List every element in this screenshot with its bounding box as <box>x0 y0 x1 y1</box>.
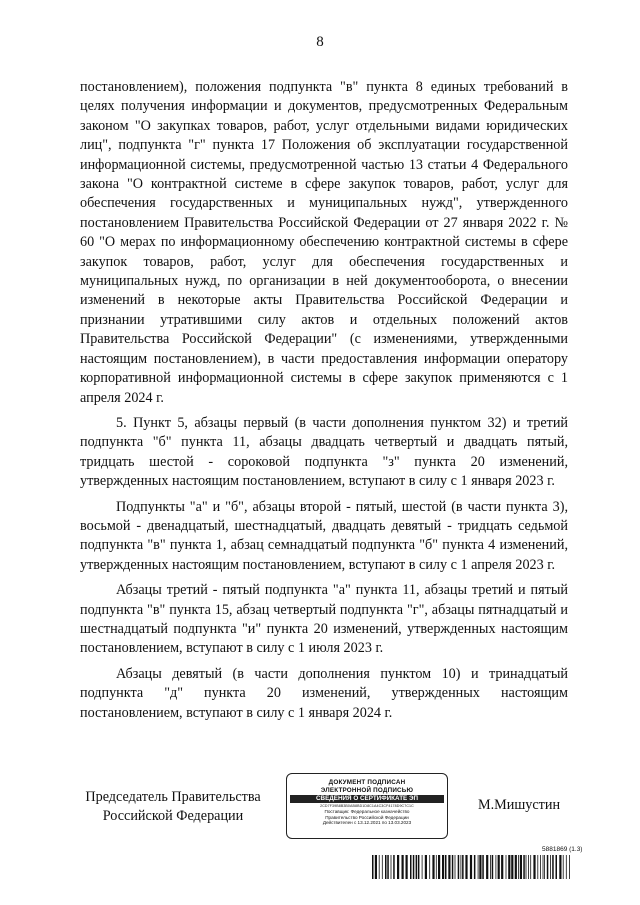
paragraph-abzacy-devyatyy: Абзацы девятый (в части дополнения пунктом 10) и тринадцатый подпункта "д" пункта 20 изменений, утвержденных настоящим постановлением, вступают в силу с 1 января 2024 г. <box>80 665 568 721</box>
document-body <box>80 78 568 729</box>
stamp-certificate-header: СВЕДЕНИЯ О СЕРТИФИКАТЕ ЭП <box>290 795 444 803</box>
paragraph-abzacy-tretiy: Абзацы третий - пятый подпункта "а" пункта 11, абзацы третий и пятый подпункта "в" пункта 15, абзац четвертый подпункта "г", абзацы пятнадцатый и шестнадцатый подпункта "и" пункта 20 изменений, утвержденных настоящим постановлением, вступают в силу с 1 июля 2023 г. <box>80 582 568 657</box>
barcode-number: 5881869 (1.3) <box>542 846 583 853</box>
paragraph-subitems-ab: Подпункты "а" и "б", абзацы второй - пятый, шестой (в части пункта 3), восьмой - двенадцатый, шестнадцатый, двадцать девятый - тридцать седьмой подпункта "в" пункта 1, абзац семнадцатый подпункта "б" пункта 4 изменений, утвержденных настоящим постановлением, вступают в силу с 1 апреля 2023 г. <box>80 498 568 573</box>
barcode-icon <box>372 855 570 879</box>
stamp-serial: 2CD7F39B8B3B0AB8BD1D8C1A4C3CF4178D9C7C1C <box>320 804 414 808</box>
paragraph-continuation: постановлением), положения подпункта "в" пункта 8 единых требований в целях получения информации и документов, предусмотренных Федеральным законом "О закупках товаров, работ, услуг отдельными видами юридических лиц", подпункта "г" пункта 17 Положения об эксплуатации государственной информационной системы, предусмотренной частью 13 статьи 4 Федерального закона "О контрактной системе в сфере закупок товаров, работ, услуг для обеспечения государственных и муниципальных нужд", утвержденного постановлением Правительства Российской Федерации от 27 января 2022 г. № 60 "О мерах по информационному обеспечению контрактной системы в сфере закупок товаров, работ, услуг для обеспечения государственных и муниципальных нужд, по организации в ней документооборота, о внесении изменений в некоторые акты Правительства Российской Федерации и признании утратившими силу актов и отдельных положений актов Правительства Российской Федерации" (с изменениями, утвержденными настоящим постановлением), в части предоставления информации оператору корпоративной информационной системы в сфере закупок применяются с 1 апреля 2024 г. <box>80 79 568 406</box>
stamp-issuer: Поставщик: Федеральное казначейство <box>324 809 410 814</box>
stamp-line-1: ДОКУМЕНТ ПОДПИСАН <box>328 779 406 786</box>
stamp-validity: Действителен с 13.12.2021 по 13.03.2023 <box>322 820 412 825</box>
electronic-signature-stamp <box>286 773 448 839</box>
page-number: 8 <box>316 34 324 50</box>
stamp-owner: Правительство Российской Федерации <box>325 814 409 820</box>
stamp-line-2: ЭЛЕКТРОННОЙ ПОДПИСЬЮ <box>320 786 414 794</box>
signer-name: М.Мишустин <box>478 797 561 813</box>
signer-title: Председатель Правительства Российской Федерации <box>85 789 261 824</box>
paragraph-item-5: 5. Пункт 5, абзацы первый (в части дополнения пунктом 32) и третий подпункта "б" пункта 11, абзацы двадцать четвертый и двадцать пятый, тридцать шестой - сороковой подпункта "з" пункта 20 изменений, утвержденных настоящим постановлением, вступают в силу с 1 января 2023 г. <box>80 414 568 490</box>
